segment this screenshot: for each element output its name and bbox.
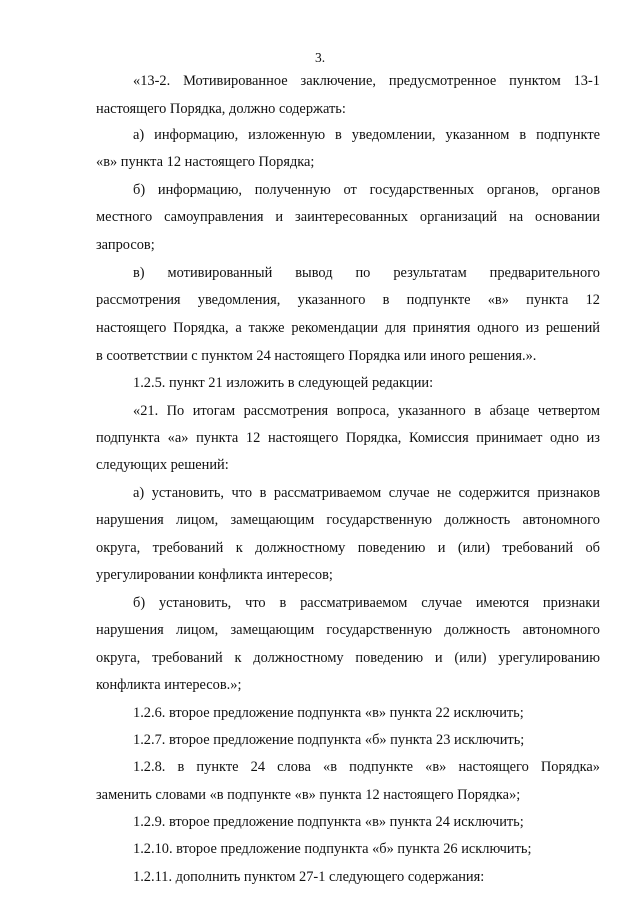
text-line: местного самоуправления и заинтересованных организаций на основании [96, 209, 600, 225]
text-line: нарушения лицом, замещающим государственную должность автономного [96, 622, 600, 638]
text-line: «21. По итогам рассмотрения вопроса, указанного в абзаце четвертом [133, 403, 600, 419]
text-line: 1.2.10. второе предложение подпункта «б» пункта 26 исключить; [133, 841, 532, 857]
text-line: в) мотивированный вывод по результатам предварительного [133, 265, 600, 281]
text-line: 1.2.7. второе предложение подпункта «б» пункта 23 исключить; [133, 732, 525, 748]
page-number: 3. [314, 50, 326, 65]
text-line: а) установить, что в рассматриваемом случае не содержится признаков [133, 485, 600, 501]
text-line: «13-2. Мотивированное заключение, предусмотренное пунктом 13-1 [133, 73, 600, 89]
text-line: заменить словами «в подпункте «в» пункта 12 настоящего Порядка»; [96, 787, 521, 803]
text-line: б) информацию, полученную от государственных органов, органов [133, 182, 600, 198]
text-line: а) информацию, изложенную в уведомлении, указанном в подпункте [133, 127, 600, 143]
text-line: настоящего Порядка, должно содержать: [96, 101, 346, 117]
text-line: 1.2.9. второе предложение подпункта «в» пункта 24 исключить; [133, 814, 524, 830]
text-line: следующих решений: [96, 457, 229, 473]
text-line: 1.2.6. второе предложение подпункта «в» пункта 22 исключить; [133, 705, 524, 721]
text-line: округа, требований к должностному поведению и (или) требований об [96, 540, 600, 556]
text-line: запросов; [96, 237, 155, 253]
text-line: настоящего Порядка, а также рекомендации для принятия одного из решений [96, 320, 600, 336]
text-line: 1.2.11. дополнить пунктом 27-1 следующего содержания: [133, 869, 485, 885]
text-line: 1.2.8. в пункте 24 слова «в подпункте «в» настоящего Порядка» [133, 759, 600, 775]
text-line: конфликта интересов.»; [96, 677, 242, 693]
text-line: подпункта «а» пункта 12 настоящего Порядка, Комиссия принимает одно из [96, 430, 600, 446]
text-line: нарушения лицом, замещающим государственную должность автономного [96, 512, 600, 528]
text-line: рассмотрения уведомления, указанного в подпункте «в» пункта 12 [96, 292, 600, 308]
text-line: «в» пункта 12 настоящего Порядка; [96, 154, 315, 170]
text-line: урегулировании конфликта интересов; [96, 567, 333, 583]
text-line: 1.2.5. пункт 21 изложить в следующей редакции: [133, 375, 434, 391]
text-line: округа, требований к должностному поведению и (или) урегулированию [96, 650, 600, 666]
text-line: в соответствии с пунктом 24 настоящего Порядка или иного решения.». [96, 348, 537, 364]
text-line: б) установить, что в рассматриваемом случае имеются признаки [133, 595, 600, 611]
